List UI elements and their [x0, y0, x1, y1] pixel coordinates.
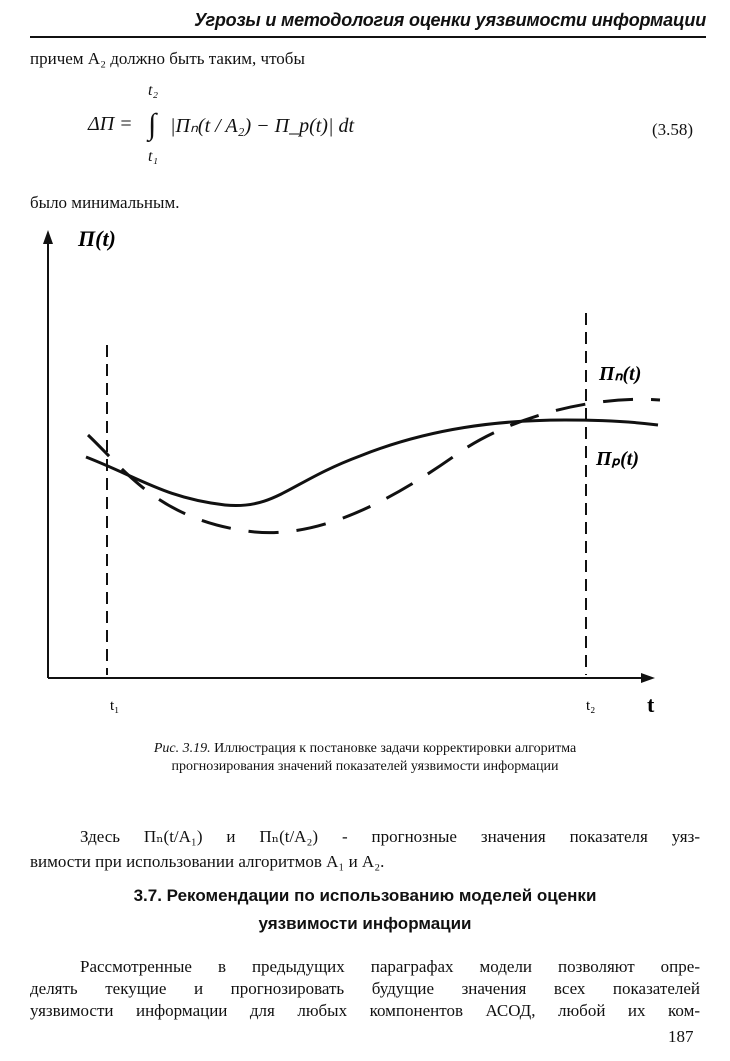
tick-t1: t₁: [110, 698, 120, 714]
figure-caption: [60, 740, 670, 776]
section-heading: [30, 882, 700, 938]
running-header-title: Угрозы и методология оценки уязвимости информации: [194, 10, 706, 30]
equation-lower-limit: t₁: [148, 148, 159, 165]
section-heading-line1: 3.7. Рекомендации по использованию моделей оценки: [133, 886, 597, 905]
equation-body: |Пₙ(t / A₂) − П_p(t)| dt: [170, 115, 355, 137]
paragraph-1-line1: Здесь Пₙ(t/A₁) и Пₙ(t/A₂) - прогнозные значения показателя уяз-: [80, 827, 700, 846]
y-axis-arrow: [43, 230, 53, 244]
paragraph-2-line3: уязвимости информации для любых компонентов АСОД, любой их ком-: [30, 1001, 700, 1020]
intro-text: причем A₂ должно быть таким, чтобы: [30, 49, 305, 68]
x-axis-label: t: [647, 692, 655, 717]
curve-p-label: Пₚ(t): [596, 448, 639, 470]
running-header: [30, 6, 706, 38]
equation-number: (3.58): [652, 120, 694, 139]
paragraph-2-line2: делять текущие и прогнозировать будущие значения всех показателей: [30, 979, 700, 998]
y-axis-label: П(t): [78, 226, 116, 251]
paragraph-2-line1: Рассмотренные в предыдущих параграфах модели позволяют опре-: [80, 957, 700, 976]
section-heading-line2: уязвимости информации: [258, 914, 472, 933]
figure-3-19: [30, 220, 700, 725]
curve-n-label: Пₙ(t): [599, 363, 642, 385]
page-number: 187: [668, 1027, 694, 1046]
paragraph-1-line2: вимости при использовании алгоритмов A₁ и A₂.: [30, 852, 385, 871]
equation-lhs: ΔП =: [88, 113, 133, 135]
after-equation-text: было минимальным.: [30, 193, 180, 212]
integral-sign: ∫: [148, 108, 157, 141]
curve-p-solid: [86, 420, 658, 506]
figure-caption-line1: Иллюстрация к постановке задачи корректировки алгоритма: [214, 741, 577, 756]
figure-caption-label: Рис. 3.19.: [153, 741, 211, 756]
x-axis-arrow: [641, 673, 655, 683]
equation-upper-limit: t₂: [148, 82, 159, 99]
tick-t2: t₂: [586, 698, 596, 714]
figure-caption-line2: прогнозирования значений показателей уязвимости информации: [171, 759, 559, 774]
